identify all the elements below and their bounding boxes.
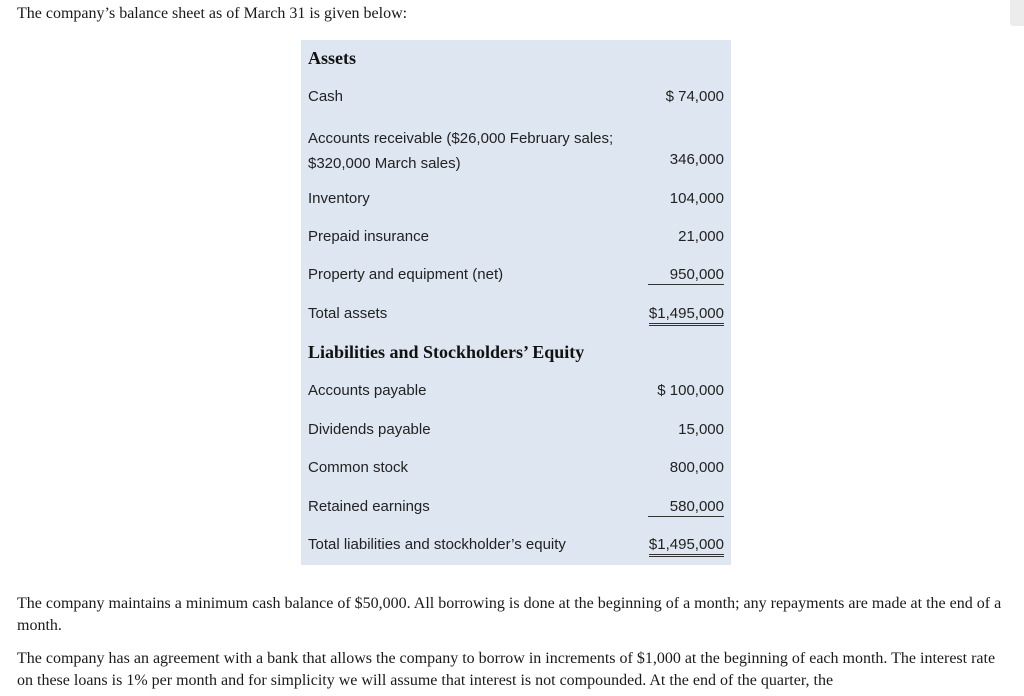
- row-label: Cash: [308, 88, 344, 105]
- liabilities-heading: Liabilities and Stockholders’ Equity: [308, 342, 585, 362]
- row-label: Common stock: [308, 459, 409, 476]
- row-value: 580,000: [648, 498, 724, 517]
- row-value: $ 100,000: [657, 382, 724, 399]
- assets-heading: Assets: [308, 48, 356, 68]
- row-value: 800,000: [669, 459, 724, 476]
- row-value: 950,000: [648, 266, 724, 285]
- row-value: $1,495,000: [649, 305, 724, 326]
- row-label: Total liabilities and stockholder’s equity: [308, 536, 566, 553]
- row-label-line2: $320,000 March sales): [308, 155, 461, 172]
- row-label: [308, 126, 613, 176]
- row-label: Inventory: [308, 190, 370, 207]
- row-value: 104,000: [669, 190, 724, 207]
- intro-text: The company’s balance sheet as of March 31 is given below:: [17, 5, 408, 22]
- row-value: 15,000: [678, 421, 724, 438]
- row-value: 21,000: [678, 228, 724, 245]
- row-label: Prepaid insurance: [308, 228, 429, 245]
- row-label: Accounts payable: [308, 382, 427, 399]
- row-label: Total assets: [308, 305, 388, 322]
- row-value: 346,000: [669, 151, 724, 168]
- paragraph-bank-agreement: The company has an agreement with a bank that allows the company to borrow in increments of $1,000 at the beginning of each month. The interest rate on these loans is 1% per month and for simplicity we will assume that interest is not compounded. At the end of the quarter, the: [17, 650, 996, 689]
- scrollbar[interactable]: [1010, 0, 1024, 26]
- row-label: Property and equipment (net): [308, 266, 504, 283]
- row-label: Dividends payable: [308, 421, 431, 438]
- row-label-line1: Accounts receivable ($26,000 February sales;: [308, 130, 614, 147]
- balance-sheet: [301, 40, 731, 565]
- row-value: $1,495,000: [649, 536, 724, 557]
- paragraph-min-cash: The company maintains a minimum cash balance of $50,000. All borrowing is done at the beginning of a month; any repayments are made at the end of a month.: [17, 595, 1002, 634]
- row-value: $ 74,000: [665, 88, 724, 105]
- row-label: Retained earnings: [308, 498, 430, 515]
